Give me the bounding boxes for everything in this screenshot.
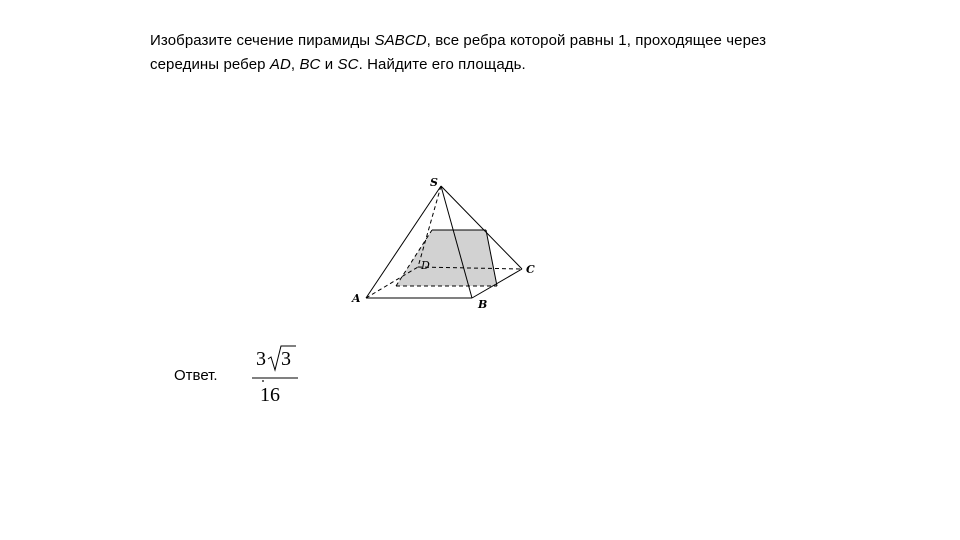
label-s: S	[430, 176, 438, 189]
answer-fraction	[252, 343, 302, 413]
denominator: 16	[260, 384, 280, 406]
fraction-dot	[262, 380, 264, 382]
pyramid-name: SABCD	[374, 32, 427, 49]
label-c: C	[526, 263, 535, 276]
label-d: D	[421, 259, 430, 272]
edge-ad: AD	[269, 56, 291, 73]
edge-bc: BC	[299, 56, 321, 73]
edge-sc: SC	[337, 56, 359, 73]
answer-label: Ответ.	[174, 367, 218, 384]
numerator-radicand: 3	[281, 348, 291, 370]
cross-section	[396, 230, 497, 286]
label-a: A	[352, 292, 361, 305]
problem-line-1: Изобразите сечение пирамиды SABCD, все ребра которой равны 1, проходящее через	[150, 32, 767, 49]
numerator-coefficient: 3	[256, 348, 266, 370]
problem-line-2: середины ребер AD, BC и SC. Найдите его площадь.	[150, 56, 526, 73]
label-b: B	[478, 298, 488, 311]
